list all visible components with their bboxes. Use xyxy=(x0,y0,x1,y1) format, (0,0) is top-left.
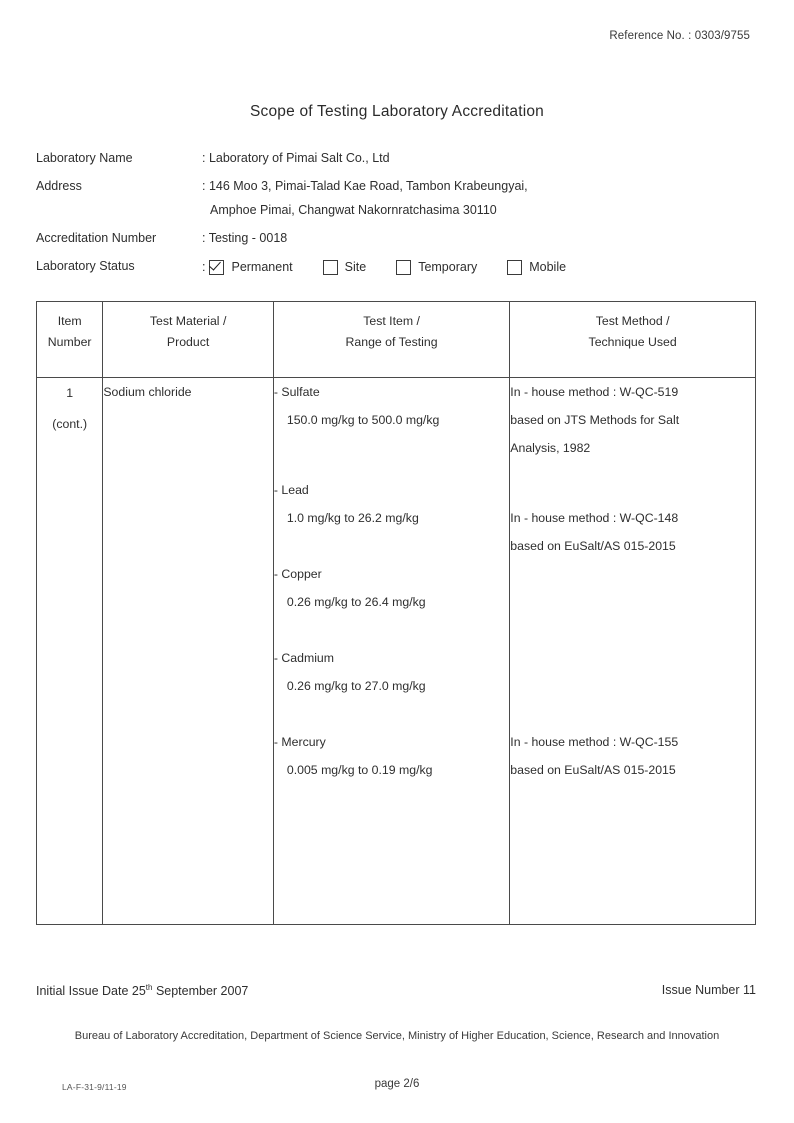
item-number-continuation: (cont.) xyxy=(52,417,88,431)
test-item-lead xyxy=(274,476,509,532)
laboratory-status-label: Laboratory Status xyxy=(36,259,135,273)
address-label: Address xyxy=(36,179,82,193)
method-mercury-line1: In - house method : W-QC-155 xyxy=(510,735,679,749)
method-sulfate xyxy=(510,378,755,462)
info-row-laboratory-name xyxy=(36,150,758,166)
header-test-material xyxy=(103,302,274,378)
status-option-mobile[interactable] xyxy=(507,258,566,276)
laboratory-name-value: : Laboratory of Pimai Salt Co., Ltd xyxy=(202,151,390,165)
cell-item-number xyxy=(37,378,103,925)
test-item-sulfate-range: 150.0 mg/kg to 500.0 mg/kg xyxy=(286,413,440,427)
page-title: Scope of Testing Laboratory Accreditation xyxy=(250,103,544,120)
cell-test-methods xyxy=(510,378,756,925)
test-item-mercury xyxy=(274,728,509,784)
checkbox-site-icon[interactable] xyxy=(323,260,338,275)
accreditation-number-label: Accreditation Number xyxy=(36,231,157,245)
spacer-2 xyxy=(274,532,509,560)
status-option-permanent-label: Permanent xyxy=(231,260,293,274)
bureau-line: Bureau of Laboratory Accreditation, Department of Science Service, Ministry of Higher Education, Science, Research and Innovation xyxy=(74,1030,720,1042)
header-test-method-line1: Test Method / xyxy=(595,314,670,328)
spacer-1 xyxy=(274,434,509,462)
test-item-lead-name: - Lead xyxy=(273,483,309,497)
method-mercury-line2: based on EuSalt/AS 015-2015 xyxy=(510,763,676,777)
checkbox-permanent-icon[interactable] xyxy=(209,260,224,275)
method-mercury xyxy=(510,728,755,784)
method-spacer-1b xyxy=(510,490,755,504)
method-spacer-6 xyxy=(510,672,755,700)
test-material-value: Sodium chloride xyxy=(103,385,192,399)
method-sulfate-line1: In - house method : W-QC-519 xyxy=(510,385,679,399)
header-test-method-line2: Technique Used xyxy=(588,335,677,349)
address-value-line2: Amphoe Pimai, Changwat Nakornratchasima 30110 xyxy=(210,203,497,217)
laboratory-status-options xyxy=(202,258,758,276)
spacer-1b xyxy=(274,462,509,476)
header-test-material-line2: Product xyxy=(166,335,210,349)
table-body xyxy=(37,378,756,925)
test-item-sulfate-name: - Sulfate xyxy=(273,385,320,399)
test-item-lead-range: 1.0 mg/kg to 26.2 mg/kg xyxy=(286,511,419,525)
page-number: page 2/6 xyxy=(374,1078,420,1090)
method-spacer-5 xyxy=(510,644,755,672)
status-option-mobile-label: Mobile xyxy=(529,260,567,274)
initial-issue-date xyxy=(36,983,248,998)
test-item-cadmium xyxy=(274,644,509,700)
scope-table xyxy=(36,301,756,925)
status-option-site-label: Site xyxy=(344,260,367,274)
table-row xyxy=(37,378,756,925)
test-item-mercury-name: - Mercury xyxy=(273,735,326,749)
method-lead xyxy=(510,504,755,560)
test-item-sulfate xyxy=(274,378,509,434)
initial-issue-ordinal: th xyxy=(145,983,153,992)
form-code: LA-F-31-9/11-19 xyxy=(62,1082,127,1092)
info-row-address-line2 xyxy=(36,202,758,218)
reference-number: Reference No. : 0303/9755 xyxy=(609,30,750,42)
method-lead-line1: In - house method : W-QC-148 xyxy=(510,511,679,525)
checkbox-temporary-icon[interactable] xyxy=(396,260,411,275)
footer-issue-row xyxy=(36,983,756,998)
table-header-row xyxy=(37,302,756,378)
test-item-copper-name: - Copper xyxy=(273,567,322,581)
info-row-address xyxy=(36,178,758,194)
initial-issue-suffix: September 2007 xyxy=(152,984,249,999)
header-item-number xyxy=(37,302,103,378)
method-lead-line2: based on EuSalt/AS 015-2015 xyxy=(510,539,676,553)
method-spacer-3 xyxy=(510,588,755,616)
cell-test-items xyxy=(273,378,509,925)
test-item-cadmium-range: 0.26 mg/kg to 27.0 mg/kg xyxy=(286,679,426,693)
address-value: : 146 Moo 3, Pimai-Talad Kae Road, Tambon Krabeungyai, xyxy=(202,179,528,193)
spacer-3 xyxy=(274,616,509,644)
table-header xyxy=(37,302,756,378)
laboratory-info-block xyxy=(36,150,758,292)
header-test-material-line1: Test Material / xyxy=(149,314,227,328)
test-item-copper-range: 0.26 mg/kg to 26.4 mg/kg xyxy=(286,595,426,609)
header-test-item xyxy=(273,302,509,378)
checkbox-mobile-icon[interactable] xyxy=(507,260,522,275)
initial-issue-prefix: Initial Issue Date 25 xyxy=(36,984,146,999)
item-number-value: 1 xyxy=(66,386,74,400)
test-item-cadmium-name: - Cadmium xyxy=(273,651,335,665)
laboratory-name-label: Laboratory Name xyxy=(36,151,133,165)
info-row-laboratory-status xyxy=(36,258,758,280)
header-item-number-line1: Item xyxy=(57,314,82,328)
method-sulfate-line2: based on JTS Methods for Salt xyxy=(510,413,680,427)
issue-number: Issue Number 11 xyxy=(661,983,756,997)
accreditation-number-value: : Testing - 0018 xyxy=(202,231,288,245)
method-spacer-2 xyxy=(510,560,755,588)
header-test-item-line2: Range of Testing xyxy=(345,335,438,349)
info-row-accreditation-number xyxy=(36,230,758,246)
cell-test-material xyxy=(103,378,274,925)
spacer-4 xyxy=(274,700,509,728)
status-colon: : xyxy=(202,260,206,274)
header-test-method xyxy=(510,302,756,378)
method-spacer-7 xyxy=(510,700,755,728)
header-test-item-line1: Test Item / xyxy=(363,314,420,328)
test-item-copper xyxy=(274,560,509,616)
status-option-site[interactable] xyxy=(323,258,367,276)
status-option-temporary[interactable] xyxy=(396,258,477,276)
method-spacer-1 xyxy=(510,462,755,490)
method-sulfate-line3: Analysis, 1982 xyxy=(510,441,591,455)
status-option-permanent[interactable] xyxy=(209,258,292,276)
method-spacer-4 xyxy=(510,616,755,644)
test-item-mercury-range: 0.005 mg/kg to 0.19 mg/kg xyxy=(286,763,433,777)
status-option-temporary-label: Temporary xyxy=(418,260,478,274)
header-item-number-line2: Number xyxy=(47,335,92,349)
